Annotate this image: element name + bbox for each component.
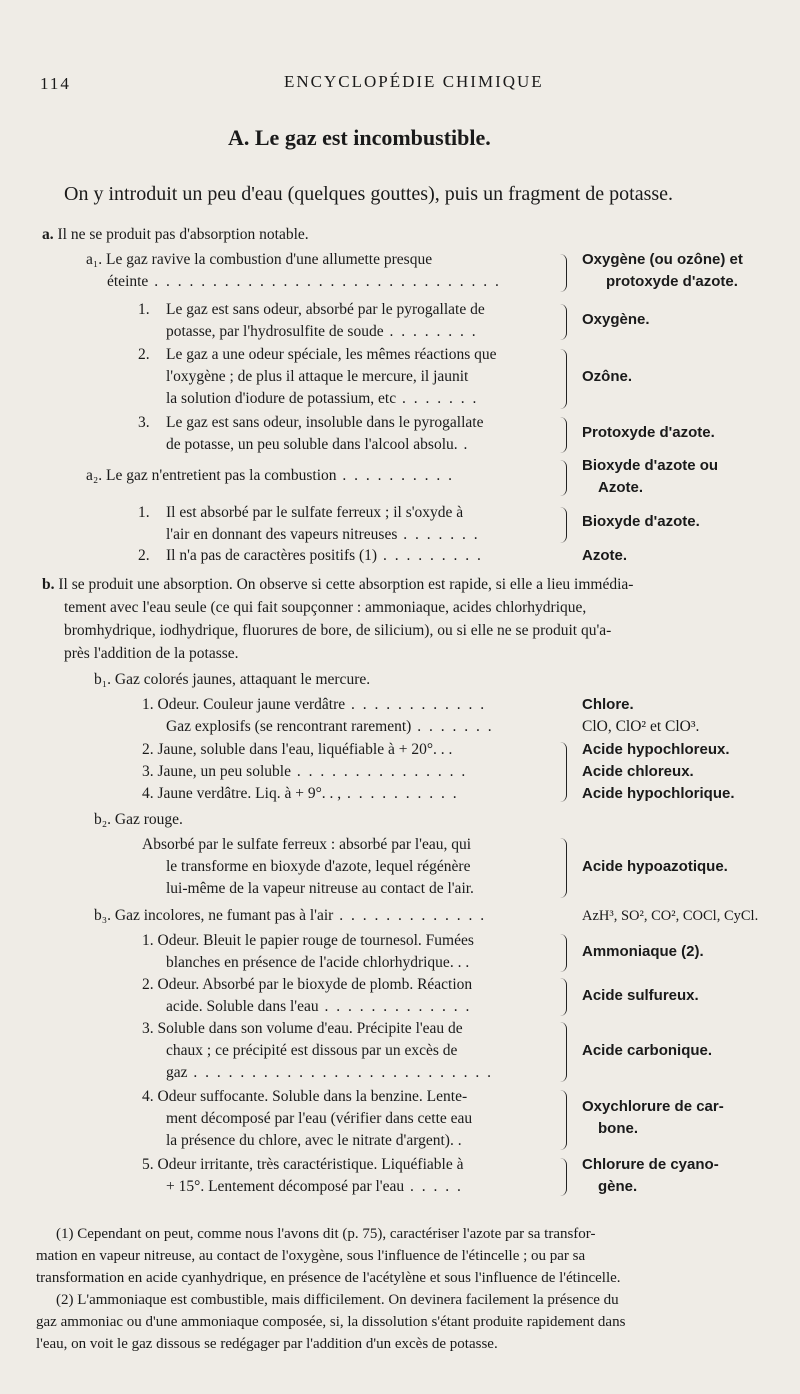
a1-result-2: protoxyde d'azote.: [606, 273, 738, 290]
footnote-2-line-3: l'eau, on voit le gaz dissous se redégager par l'addition d'un excès de potasse.: [36, 1336, 498, 1352]
a2-item-2-num: 2.: [138, 547, 150, 564]
b3-item-5-result-1: Chlorure de cyano-: [582, 1156, 719, 1173]
a1-line-1: [86, 250, 432, 270]
brace: [560, 304, 567, 340]
a1-item-1-result: Oxygène.: [582, 311, 650, 328]
part-b-marker: b.: [42, 576, 55, 593]
part-b-line-3: bromhydrique, iodhydrique, fluorures de bore, de silicium), ou si elle ne se produit qu'a-: [64, 622, 612, 639]
b3-item-3-result: Acide carbonique.: [582, 1042, 713, 1059]
b1-item-4-result: Acide hypochlorique.: [582, 785, 735, 802]
b1-item-3-result: Acide chloreux.: [582, 763, 694, 780]
b3-result: AzH³, SO², CO², COCl, CyCl.: [582, 908, 759, 924]
b3-item-4-result-1: Oxychlorure de car-: [582, 1098, 724, 1115]
brace: [560, 460, 567, 496]
a2-result-2: Azote.: [598, 479, 643, 496]
a1-item-3-line-2: de potasse, un peu soluble dans l'alcool absolu. .: [166, 436, 470, 453]
a2-item-2-result: Azote.: [582, 547, 627, 564]
brace: [560, 349, 567, 409]
b3-item-2-line-1: 2. Odeur. Absorbé par le bioxyde de plomb. Réaction: [142, 976, 473, 993]
b2-result: Acide hypoazotique.: [582, 858, 728, 875]
brace: [560, 838, 567, 898]
intro-text: On y introduit un peu d'eau (quelques gouttes), puis un fragment de potasse.: [64, 183, 674, 205]
a1-text: Le gaz ravive la combustion d'une allumette presque: [106, 251, 433, 268]
b3-line: b₃. Gaz incolores, ne fumant pas à l'air . . . . . . . . . . . . .: [94, 907, 487, 924]
page-number: 114: [40, 74, 71, 93]
a2-line-1: a₂. Le gaz n'entretient pas la combustion . . . . . . . . . .: [86, 467, 455, 484]
b1-item-2-result: Acide hypochloreux.: [582, 741, 730, 758]
a1-label: a₁.: [86, 251, 103, 268]
a1-item-2-line-2: l'oxygène ; de plus il attaque le mercure, il jaunit: [166, 368, 469, 385]
a1-item-3-result: Protoxyde d'azote.: [582, 424, 715, 441]
a2-item-1-num: 1.: [138, 504, 150, 521]
b3-item-5-line-1: 5. Odeur irritante, très caractéristique. Liquéfiable à: [142, 1156, 464, 1173]
a1-item-1-line-1: Le gaz est sans odeur, absorbé par le pyrogallate de: [166, 301, 485, 318]
b2-desc-1: Absorbé par le sulfate ferreux : absorbé par l'eau, qui: [142, 836, 472, 853]
a1-item-3-num: 3.: [138, 414, 150, 431]
a1-item-2-line-3: la solution d'iodure de potassium, etc . . . . . . .: [166, 390, 479, 407]
a2-item-1-line-1: Il est absorbé par le sulfate ferreux ; il s'oxyde à: [166, 504, 464, 521]
a1-item-2-line-1: Le gaz a une odeur spéciale, les mêmes réactions que: [166, 346, 497, 363]
b3-item-4-line-2: ment décomposé par l'eau (vérifier dans cette eau: [166, 1110, 473, 1127]
a1-item-2-num: 2.: [138, 346, 150, 363]
b3-item-1-line-1: 1. Odeur. Bleuit le papier rouge de tournesol. Fumées: [142, 932, 474, 949]
a2-text: Le gaz n'entretient pas la combustion: [106, 467, 337, 484]
footnote-1-line-3: transformation en acide cyanhydrique, en présence de l'acétylène et sous l'influence de l'étincelle.: [36, 1270, 621, 1286]
brace: [560, 1022, 567, 1082]
b1-line: [94, 670, 370, 690]
a2-result-1: Bioxyde d'azote ou: [582, 457, 719, 474]
b3-item-4-line-3: la présence du chlore, avec le nitrate d'argent). .: [166, 1132, 462, 1149]
b1-item-1-result: Chlore.: [582, 696, 634, 713]
a1-result-1: Oxygène (ou ozône) et: [582, 251, 743, 268]
b3-item-3-line-1: 3. Soluble dans son volume d'eau. Précipite l'eau de: [142, 1020, 463, 1037]
b3-text: Gaz incolores, ne fumant pas à l'air: [114, 907, 334, 924]
b3-item-1-result: Ammoniaque (2).: [582, 943, 704, 960]
b1-item-gas-result: ClO, ClO² et ClO³.: [582, 718, 700, 735]
b1-text: Gaz colorés jaunes, attaquant le mercure.: [114, 671, 371, 688]
brace: [560, 934, 567, 972]
b3-item-4-result-2: bone.: [598, 1120, 638, 1137]
b1-item-2: 2. Jaune, soluble dans l'eau, liquéfiable à + 20°. . .: [142, 741, 453, 758]
a1-item-2-result: Ozône.: [582, 368, 633, 385]
b3-item-3-line-2: chaux ; ce précipité est dissous par un excès de: [166, 1042, 458, 1059]
b1-item-gas: Gaz explosifs (se rencontrant rarement) . . . . . . .: [166, 718, 494, 735]
brace: [560, 507, 567, 543]
a2-item-1-result: Bioxyde d'azote.: [582, 513, 700, 530]
footnote-2-line-1: (2) L'ammoniaque est combustible, mais difficilement. On devinera facilement la présence du: [56, 1292, 619, 1308]
b3-label: b₃.: [94, 907, 112, 924]
part-a-paragraph: [42, 225, 309, 245]
part-a-text: Il ne se produit pas d'absorption notable.: [57, 226, 309, 243]
footnote-1-line-1: (1) Cependant on peut, comme nous l'avons dit (p. 75), caractériser l'azote par sa transfor-: [56, 1226, 596, 1242]
b3-item-2-result: Acide sulfureux.: [582, 987, 699, 1004]
part-b-line-1: b. Il se produit une absorption. On observe si cette absorption est rapide, si elle a lieu immédia-: [42, 576, 634, 593]
a1-item-1-line-2: potasse, par l'hydrosulfite de soude . . . . . . . .: [166, 323, 478, 340]
section-title: A. Le gaz est incombustible.: [228, 125, 491, 150]
b1-item-4: 4. Jaune verdâtre. Liq. à + 9°. . , . . . . . . . . . .: [142, 785, 459, 802]
b3-item-1-line-2: blanches en présence de l'acide chlorhydrique. . .: [166, 954, 470, 971]
b2-label: b₂.: [94, 811, 112, 828]
footnote-2-line-2: gaz ammoniac ou d'une ammoniaque composée, si, la dissolution s'étant produite rapidement dans: [36, 1314, 626, 1330]
b3-item-5-result-2: gène.: [598, 1178, 638, 1195]
b3-item-4-line-1: 4. Odeur suffocante. Soluble dans la benzine. Lente-: [142, 1088, 468, 1105]
a1-item-1-num: 1.: [138, 301, 150, 318]
a2-item-1-line-2: l'air en donnant des vapeurs nitreuses . . . . . . .: [166, 526, 480, 543]
brace: [560, 417, 567, 453]
running-title: ENCYCLOPÉDIE CHIMIQUE: [284, 72, 544, 91]
b1-item-1: 1. Odeur. Couleur jaune verdâtre . . . . . . . . . . . .: [142, 696, 487, 713]
brace: [560, 254, 567, 292]
b1-label: b₁.: [94, 671, 112, 688]
b3-item-5-line-2: + 15°. Lentement décomposé par l'eau . . . . .: [166, 1178, 463, 1195]
b1-item-3: 3. Jaune, un peu soluble . . . . . . . . . . . . . . .: [142, 763, 468, 780]
part-b-line-2: tement avec l'eau seule (ce qui fait soupçonner : ammoniaque, acides chlorhydrique,: [64, 599, 587, 616]
part-b-line-4: près l'addition de la potasse.: [64, 645, 239, 662]
part-a-marker: a.: [42, 226, 54, 243]
b2-text: Gaz rouge.: [114, 811, 183, 828]
a1-line-2: éteinte . . . . . . . . . . . . . . . . . . . . . . . . . . . . . .: [107, 273, 501, 290]
brace: [560, 742, 567, 802]
brace: [560, 1158, 567, 1196]
b2-line: [94, 810, 183, 830]
b3-item-2-line-2: acide. Soluble dans l'eau . . . . . . . . . . . . .: [166, 998, 472, 1015]
footnote-1-line-2: mation en vapeur nitreuse, au contact de l'oxygène, sous l'influence de l'étincelle ; ou par sa: [36, 1248, 586, 1264]
b2-desc-2: le transforme en bioxyde d'azote, lequel régénère: [166, 858, 471, 875]
b2-desc-3: lui-même de la vapeur nitreuse au contact de l'air.: [166, 880, 474, 897]
brace: [560, 978, 567, 1016]
b3-item-3-line-3: gaz . . . . . . . . . . . . . . . . . . . . . . . . . .: [166, 1064, 494, 1081]
brace: [560, 1090, 567, 1150]
a1-item-3-line-1: Le gaz est sans odeur, insoluble dans le pyrogallate: [166, 414, 484, 431]
a2-label: a₂.: [86, 467, 103, 484]
a2-item-2-line-1: Il n'a pas de caractères positifs (1) . . . . . . . . .: [166, 547, 483, 564]
